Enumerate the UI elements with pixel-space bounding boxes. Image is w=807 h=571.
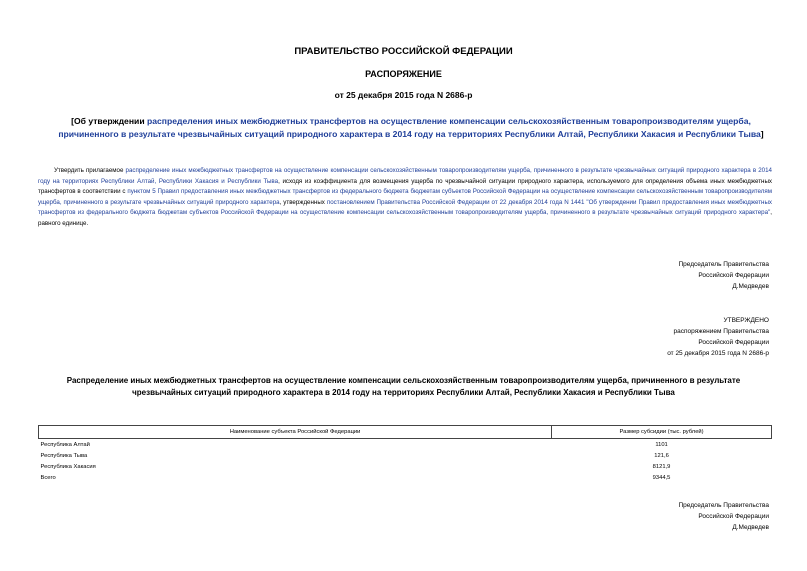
subsidy-value: 8121,9 bbox=[652, 463, 671, 470]
annex-title: Распределение иных межбюджетных трансфертов на осуществление компенсации сельскохозяйственным товаропроизводителям ущерба, причиненного в результате чрезвычайных ситуаций природного характера в 2014 году на территориях Республики Алтай, Республики Хакасия и Республики Тыва bbox=[66, 376, 741, 397]
title-close: ] bbox=[760, 129, 764, 139]
signature-name: Д.Медведев bbox=[732, 524, 769, 531]
government-header: ПРАВИТЕЛЬСТВО РОССИЙСКОЙ ФЕДЕРАЦИИ bbox=[294, 46, 513, 57]
paragraph-text: , исходя из коэффициента для возмещения ущерба по чрезвычайной ситуации природного характера, используемого для определения объема иных межбюджетных трансфертов в соответствии с bbox=[38, 177, 772, 196]
table-row bbox=[39, 472, 772, 483]
subsidy-value: 9344,5 bbox=[652, 474, 671, 481]
distribution-link[interactable]: распределение иных межбюджетных трансфертов на осуществление компенсации сельскохозяйственным товаропроизводителям ущерба, причиненного в результате чрезвычайных ситуаций природного характера в 2014 году на территориях Республики Алтай, Республики Хакасия и Республики Тыва bbox=[38, 167, 772, 185]
document-type: РАСПОРЯЖЕНИЕ bbox=[365, 69, 442, 79]
signature-block bbox=[678, 500, 769, 533]
signature-country: Российской Федерации bbox=[698, 513, 769, 520]
table-header-row bbox=[39, 426, 772, 439]
paragraph-text: Утвердить прилагаемое bbox=[54, 167, 126, 174]
signature-block bbox=[678, 259, 769, 292]
subsidy-value: 1101 bbox=[655, 441, 668, 448]
region-name: Всего bbox=[40, 474, 56, 481]
column-header-amount: Размер субсидии (тыс. рублей) bbox=[552, 426, 772, 439]
approved-date: от 25 декабря 2015 года N 2686-р bbox=[667, 350, 769, 357]
approved-by: распоряжением Правительства bbox=[673, 328, 769, 335]
title-open: [Об утверждении bbox=[71, 116, 147, 126]
approval-block bbox=[667, 315, 769, 359]
subsidy-value: 121,6 bbox=[654, 452, 669, 459]
table-row bbox=[39, 450, 772, 461]
resolution-link[interactable]: постановлением Правительства Российской Федерации от 22 декабря 2014 года N 1441 "Об утверждении Правил предоставления иных межбюджетных трансфертов из федерального бюджета бюджетам субъектов Российской Федерации на осуществление компенсации сельскохозяйственным товаропроизводителям ущерба, причиненного в результате чрезвычайных ситуаций природного характера" bbox=[38, 198, 772, 217]
document-title bbox=[50, 115, 772, 141]
signature-name: Д.Медведев bbox=[732, 283, 769, 290]
signature-position: Председатель Правительства bbox=[678, 261, 769, 268]
column-header-subject: Наименование субъекта Российской Федерации bbox=[39, 426, 552, 439]
order-paragraph bbox=[38, 166, 772, 230]
region-name: Республика Хакасия bbox=[40, 463, 96, 470]
region-name: Республика Тыва bbox=[40, 452, 88, 459]
region-name: Республика Алтай bbox=[40, 441, 90, 448]
table-row bbox=[39, 439, 772, 451]
approved-label: УТВЕРЖДЕНО bbox=[723, 317, 769, 324]
subsidy-table bbox=[38, 425, 772, 483]
rules-point-link[interactable]: пунктом 5 Правил предоставления иных межбюджетных трансфертов из федерального бюджета бюджетам субъектов Российской Федерации на осуществление компенсации сельскохозяйственным товаропроизводителям ущерба, причиненного в результате чрезвычайных ситуаций природного характера bbox=[38, 188, 772, 206]
title-link[interactable]: распределения иных межбюджетных трансфертов на осуществление компенсации сельскохозяйственным товаропроизводителям ущерба, причиненного в результате чрезвычайных ситуаций природного характера в 2014 году на территориях Республики Алтай, Республики Хакасия и Республики Тыва bbox=[58, 116, 761, 139]
paragraph-text: , утвержденных bbox=[279, 198, 327, 206]
table-row bbox=[39, 461, 772, 472]
approved-country: Российской Федерации bbox=[698, 339, 769, 346]
document-date-number: от 25 декабря 2015 года N 2686-р bbox=[334, 90, 473, 100]
paragraph-text: , равного единице. bbox=[38, 209, 772, 227]
signature-country: Российской Федерации bbox=[698, 272, 769, 279]
signature-position: Председатель Правительства bbox=[678, 502, 769, 509]
